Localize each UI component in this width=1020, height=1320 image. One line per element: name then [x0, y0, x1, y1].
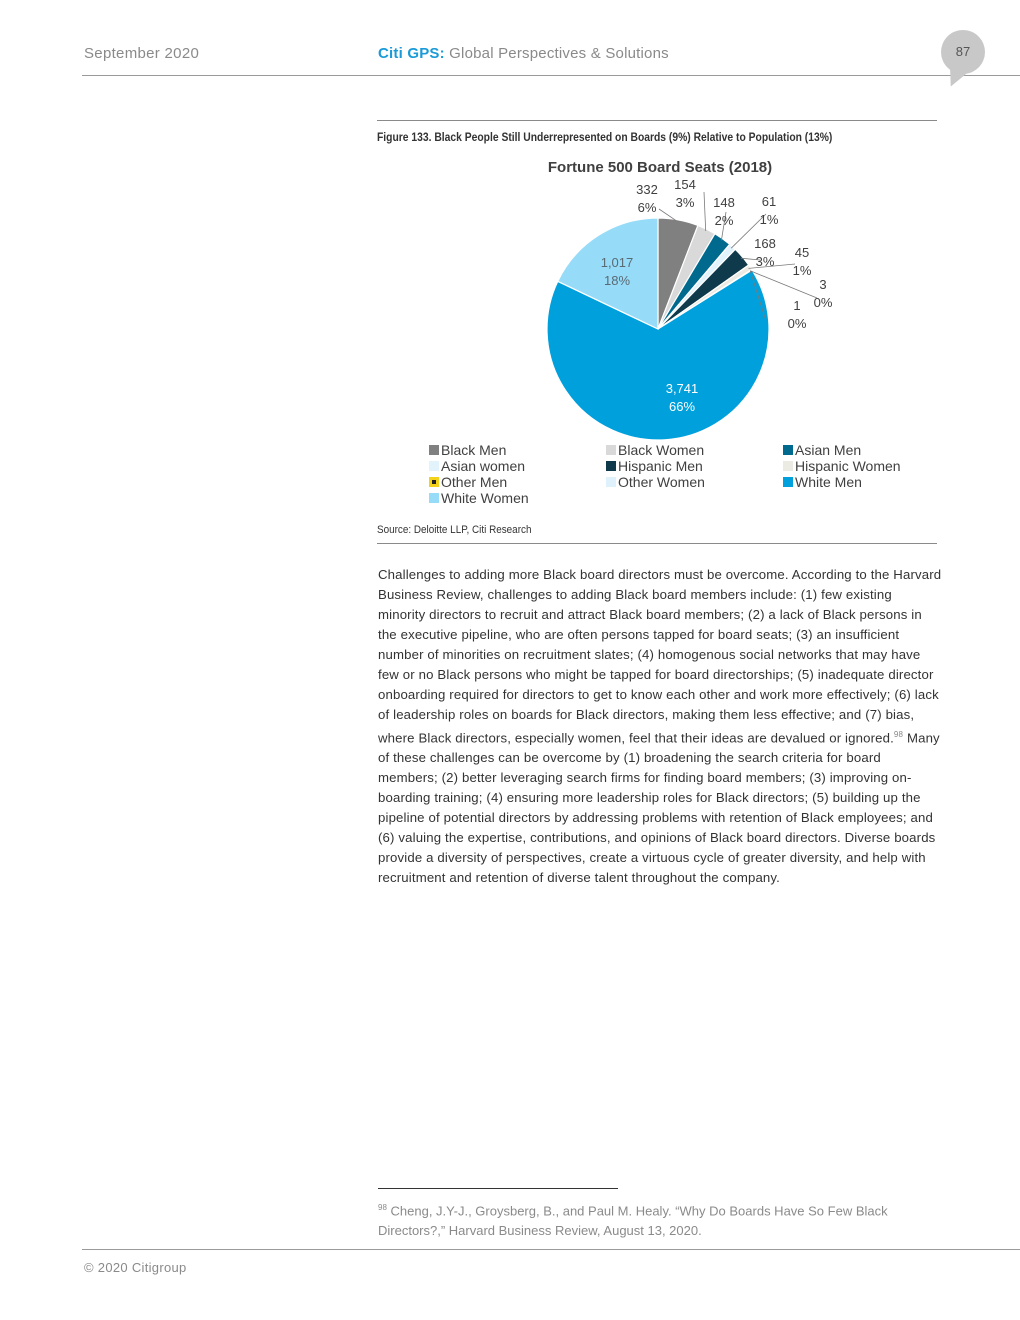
data-label-value-asian-women: 61	[761, 194, 777, 209]
data-label-value-black-women: 154	[674, 177, 696, 192]
legend-swatch-black-men	[429, 445, 439, 455]
chart-title: Fortune 500 Board Seats (2018)	[547, 159, 773, 176]
data-label-pct-black-men: 6%	[637, 200, 657, 215]
body-paragraph-text: Challenges to adding more Black board directors must be overcome. According to the Harvard Business Review, challenges to adding Black board members include: (1) few existing minority directors to recruit and attract Black board members; (2) a lack of Black persons in the executive pipeline, who are often persons tapped for board seats; (3) an insufficient number of minorities on recruitment slates; (4) homogenous social networks that may have few or no Black persons who might be tapped for board directorships; (5) inadequate director onboarding required for directors to get to know each other and work more effectively; (6) lack of leadership roles on boards for Black directors, making them less effective; and (7) bias, where Black directors, especially women, feel that their ideas are devalued or ignored.	[378, 567, 942, 746]
data-label-pct-asian-women: 1%	[759, 212, 779, 227]
footnote-rule	[378, 1188, 618, 1189]
data-label-pct-other-men: 0%	[813, 295, 833, 310]
page-number: 87	[955, 44, 971, 59]
legend-label-hispanic-women: Hispanic Women	[795, 458, 901, 474]
data-label-value-asian-men: 148	[713, 195, 735, 210]
pie-chart	[377, 152, 937, 522]
body-paragraph-continued: Many of these challenges can be overcome by (1) broadening the search criteria for board members; (2) better leveraging search firms for finding board members; (3) improving on-boarding training; (4) ensuring more leadership roles for Black directors; (5) building up the pipeline of potential directors by addressing problems with retention of Black employees; and (6) valuing the expertise, contributions, and opinions of Black board directors. Diverse boards provide a diversity of perspectives, create a virtuous cycle of greater diversity, and help with recruitment and retention of diverse talent throughout the company.	[378, 730, 940, 886]
legend-swatch-white-men	[783, 477, 793, 487]
brand-tagline: Global Perspectives & Solutions	[444, 45, 669, 62]
data-label-value-other-women: 1	[793, 298, 801, 313]
legend-label-black-women: Black Women	[618, 442, 705, 458]
data-label-value-hispanic-men: 168	[754, 236, 776, 251]
data-label-pct-black-women: 3%	[675, 195, 695, 210]
footer-copyright: © 2020 Citigroup	[84, 1260, 187, 1275]
legend-swatch-hispanic-women	[783, 461, 793, 471]
figure-bottom-rule	[377, 543, 937, 544]
data-label-value-hispanic-women: 45	[794, 245, 810, 260]
legend-swatch-hispanic-men	[606, 461, 616, 471]
legend-swatch-other-women	[606, 477, 616, 487]
figure-top-rule	[377, 120, 937, 121]
data-label-value-white-men: 3,741	[665, 381, 699, 396]
data-label-value-other-men: 3	[819, 277, 827, 292]
leader-line-black-women	[704, 192, 706, 231]
legend-label-white-women: White Women	[441, 490, 529, 506]
legend-swatch-asian-men	[783, 445, 793, 455]
footnote-reference[interactable]: 98	[893, 730, 904, 739]
footnote	[378, 1198, 938, 1241]
data-label-pct-hispanic-women: 1%	[792, 263, 812, 278]
legend-label-hispanic-men: Hispanic Men	[618, 458, 703, 474]
brand-name: Citi GPS:	[378, 45, 445, 62]
data-label-pct-hispanic-men: 3%	[755, 254, 775, 269]
legend-swatch-asian-women	[429, 461, 439, 471]
footnote-text: Cheng, J.Y-J., Groysberg, B., and Paul M. Healy. “Why Do Boards Have So Few Black Directors?,” Harvard Business Review, August 13, 2020.	[378, 1203, 888, 1239]
data-label-pct-other-women: 0%	[787, 316, 807, 331]
header-date: September 2020	[84, 45, 200, 62]
legend-label-white-men: White Men	[795, 474, 862, 490]
pie-slices	[547, 218, 769, 440]
legend-label-black-men: Black Men	[441, 442, 507, 458]
legend-label-asian-men: Asian Men	[795, 442, 862, 458]
data-label-pct-asian-men: 2%	[714, 213, 734, 228]
data-label-pct-white-men: 66%	[668, 399, 696, 414]
legend-swatch-white-women	[429, 493, 439, 503]
figure-source: Source: Deloitte LLP, Citi Research	[377, 524, 532, 536]
data-label-value-black-men: 332	[636, 182, 658, 197]
body-paragraph	[378, 565, 942, 888]
chart-legend	[429, 442, 901, 506]
legend-label-other-women: Other Women	[618, 474, 705, 490]
figure-caption: Figure 133. Black People Still Underrepresented on Boards (9%) Relative to Population (13%)	[377, 130, 833, 144]
header-brand	[378, 45, 669, 62]
data-label-pct-white-women: 18%	[603, 273, 631, 288]
header-divider	[82, 75, 1020, 76]
legend-swatch-black-women	[606, 445, 616, 455]
footnote-number: 98	[378, 1203, 387, 1212]
footer-divider	[82, 1249, 1020, 1250]
legend-label-asian-women: Asian women	[441, 458, 526, 474]
legend-swatch-other-men	[431, 479, 438, 486]
data-label-value-white-women: 1,017	[600, 255, 634, 270]
legend-label-other-men: Other Men	[441, 474, 508, 490]
